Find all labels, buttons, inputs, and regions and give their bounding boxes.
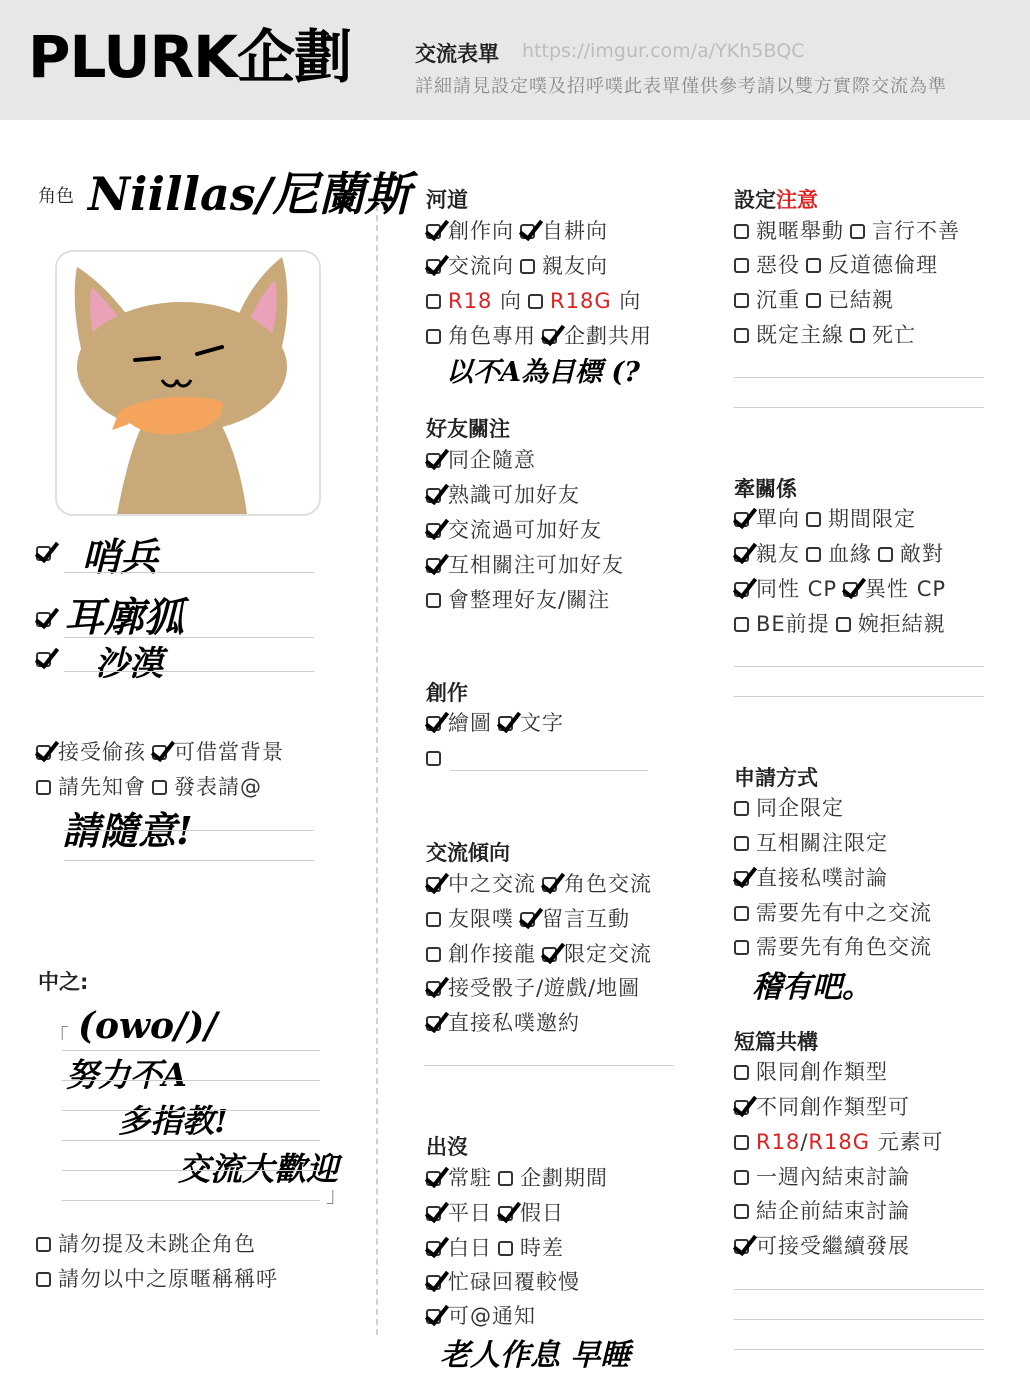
- checkbox-icon[interactable]: [528, 294, 543, 309]
- checkbox-icon[interactable]: [520, 259, 535, 274]
- character-label: 角色: [38, 186, 74, 207]
- checkbox-icon[interactable]: [426, 294, 441, 309]
- checkbox-icon[interactable]: [734, 582, 749, 597]
- player-hw-3: 多指教!: [118, 1102, 229, 1140]
- presence-row-3: 白日 時差: [426, 1233, 564, 1263]
- rule-line: [734, 407, 984, 408]
- checkbox-icon[interactable]: [734, 836, 749, 851]
- checkbox-icon[interactable]: [836, 617, 851, 632]
- checkbox-icon[interactable]: [806, 293, 821, 308]
- short-item-4: 一週內結束討論: [734, 1162, 910, 1192]
- player-hw-2: 努力不A: [66, 1056, 187, 1094]
- accept-theft-row: 接受偷孩 可借當背景: [36, 737, 284, 767]
- checkbox-icon[interactable]: [498, 1206, 513, 1221]
- checkbox-icon[interactable]: [426, 259, 441, 274]
- rule-line: [734, 666, 984, 667]
- rule-line: [734, 1349, 984, 1350]
- cautions-row-2: 惡役 反道德倫理: [734, 250, 938, 280]
- checkbox-icon[interactable]: [520, 224, 535, 239]
- rule-line: [734, 377, 984, 378]
- friends-label: 好友關注: [426, 417, 510, 441]
- checkbox-icon[interactable]: [426, 1016, 441, 1031]
- apply-label: 申請方式: [734, 766, 818, 790]
- short-item-2: 不同創作類型可: [734, 1092, 910, 1122]
- checkbox-icon[interactable]: [426, 877, 441, 892]
- creation-row: 繪圖 文字: [426, 708, 564, 738]
- friends-item-2: 熟識可加好友: [426, 480, 580, 510]
- checkbox-icon[interactable]: [850, 224, 865, 239]
- tendency-row-3: 創作接龍 限定交流: [426, 939, 652, 969]
- rule-line: [734, 1289, 984, 1290]
- tag-sentinel[interactable]: [36, 538, 58, 568]
- checkbox-icon[interactable]: [806, 258, 821, 273]
- checkbox-icon[interactable]: [520, 912, 535, 927]
- rule-line: [64, 830, 314, 831]
- rule-line: [734, 1319, 984, 1320]
- checkbox-icon[interactable]: [734, 617, 749, 632]
- checkbox-icon[interactable]: [734, 906, 749, 921]
- checkbox-icon[interactable]: [498, 1171, 513, 1186]
- short-label: 短篇共構: [734, 1030, 818, 1054]
- fennec-fox-avatar: [55, 250, 321, 516]
- checkbox-icon[interactable]: [426, 488, 441, 503]
- relations-row-1: 單向 期間限定: [734, 504, 916, 534]
- checkbox-icon[interactable]: [734, 328, 749, 343]
- rule-line: [424, 1065, 674, 1066]
- quote-close: 」: [326, 1183, 348, 1207]
- checkbox-icon[interactable]: [542, 877, 557, 892]
- checkbox-icon[interactable]: [36, 652, 51, 667]
- presence-row-2: 平日 假日: [426, 1198, 564, 1228]
- rule-line: [62, 1110, 320, 1111]
- tag-fennec[interactable]: [36, 604, 58, 634]
- apply-item-1: 同企限定: [734, 793, 844, 823]
- apply-note: 稽有吧。: [752, 970, 872, 1005]
- short-item-1: 限同創作類型: [734, 1057, 888, 1087]
- rule-line: [64, 671, 314, 672]
- direction-row-2: 交流向 親友向: [426, 251, 608, 281]
- player-hw-1: (owo/)/: [78, 1005, 218, 1047]
- checkbox-icon[interactable]: [152, 745, 167, 760]
- checkbox-icon[interactable]: [734, 512, 749, 527]
- column-divider: [376, 175, 378, 1335]
- creation-label: 創作: [426, 681, 468, 705]
- fennec-fox-drawing: [57, 252, 319, 514]
- friends-item-3: 交流過可加好友: [426, 515, 602, 545]
- checkbox-icon[interactable]: [806, 547, 821, 562]
- presence-note: 老人作息 早睡: [440, 1338, 631, 1373]
- relations-row-2: 親友 血緣 敵對: [734, 539, 944, 569]
- checkbox-icon[interactable]: [734, 940, 749, 955]
- checkbox-icon[interactable]: [426, 1206, 441, 1221]
- presence-item-busy: 忙碌回覆較慢: [426, 1267, 580, 1297]
- player-hw-4: 交流大歡迎: [178, 1150, 339, 1188]
- checkbox-icon[interactable]: [426, 1171, 441, 1186]
- rule-line: [64, 860, 314, 861]
- checkbox-icon[interactable]: [806, 512, 821, 527]
- checkbox-icon[interactable]: [36, 1237, 51, 1252]
- direction-note: 以不A為目標 (?: [446, 357, 640, 388]
- checkbox-icon[interactable]: [878, 547, 893, 562]
- notify-row: 請先知會 發表請@: [36, 772, 262, 802]
- checkbox-icon[interactable]: [36, 546, 51, 561]
- character-name: Niillas/尼蘭斯: [88, 167, 411, 221]
- checkbox-icon[interactable]: [734, 801, 749, 816]
- checkbox-icon[interactable]: [734, 1170, 749, 1185]
- friends-item-5: 會整理好友/關注: [426, 585, 610, 615]
- checkbox-icon[interactable]: [426, 558, 441, 573]
- rule-line: [62, 1170, 320, 1171]
- short-item-6: 可接受繼續發展: [734, 1231, 910, 1261]
- player-label: 中之:: [38, 970, 89, 994]
- checkbox-icon[interactable]: [426, 912, 441, 927]
- checkbox-icon[interactable]: [36, 780, 51, 795]
- checkbox-icon[interactable]: [36, 1272, 51, 1287]
- form-note: 詳細請見設定噗及招呼噗此表單僅供參考請以雙方實際交流為準: [415, 76, 947, 97]
- presence-row-1: 常駐 企劃期間: [426, 1163, 608, 1193]
- checkbox-icon[interactable]: [734, 1135, 749, 1150]
- quote-open: 「: [48, 1025, 70, 1049]
- checkbox-icon[interactable]: [426, 224, 441, 239]
- checkbox-icon[interactable]: [426, 453, 441, 468]
- apply-item-3: 直接私噗討論: [734, 863, 888, 893]
- checkbox-icon[interactable]: [426, 329, 441, 344]
- rule-line: [62, 1200, 320, 1201]
- rule-line: [734, 696, 984, 697]
- checkbox-icon[interactable]: [498, 716, 513, 731]
- rule-no-mention: 請勿提及未跳企角色: [36, 1229, 256, 1259]
- tendency-item-dice: 接受骰子/遊戲/地圖: [426, 973, 640, 1003]
- direction-row-3: R18 向 R18G 向: [426, 286, 641, 316]
- checkbox-icon[interactable]: [843, 582, 858, 597]
- relations-row-3: 同性 CP 異性 CP: [734, 574, 946, 604]
- checkbox-icon[interactable]: [734, 293, 749, 308]
- checkbox-icon[interactable]: [426, 1309, 441, 1324]
- plurk-logo: PLURK企劃: [28, 23, 352, 91]
- creation-other: [426, 743, 448, 773]
- checkbox-icon[interactable]: [36, 745, 51, 760]
- apply-item-5: 需要先有角色交流: [734, 932, 932, 962]
- checkbox-icon[interactable]: [734, 1204, 749, 1219]
- checkbox-icon[interactable]: [426, 981, 441, 996]
- direction-label: 河道: [426, 188, 468, 212]
- rule-line: [62, 1080, 320, 1081]
- checkbox-icon[interactable]: [734, 258, 749, 273]
- creation-other-line: [450, 770, 648, 771]
- short-item-3: R18/R18G 元素可: [734, 1127, 944, 1157]
- checkbox-icon[interactable]: [426, 716, 441, 731]
- relations-row-4: BE前提 婉拒結親: [734, 609, 946, 639]
- checkbox-icon[interactable]: [542, 947, 557, 962]
- tendency-item-invite: 直接私噗邀約: [426, 1008, 580, 1038]
- form-title: 交流表單: [415, 42, 499, 66]
- checkbox-icon[interactable]: [426, 947, 441, 962]
- checkbox-icon[interactable]: [426, 1241, 441, 1256]
- header-bar: [0, 0, 1030, 120]
- rule-line: [64, 572, 314, 573]
- checkbox-icon[interactable]: [734, 871, 749, 886]
- friends-item-4: 互相關注可加好友: [426, 550, 624, 580]
- checkbox-icon[interactable]: [734, 547, 749, 562]
- tag-fennec-text: 耳廓狐: [64, 594, 184, 641]
- checkbox-icon[interactable]: [850, 328, 865, 343]
- cautions-label: 設定注意: [734, 188, 818, 212]
- direction-row-1: 創作向 自耕向: [426, 216, 608, 246]
- theft-note: 請隨意!: [62, 808, 193, 853]
- apply-item-2: 互相關注限定: [734, 828, 888, 858]
- checkbox-icon[interactable]: [426, 523, 441, 538]
- checkbox-icon[interactable]: [542, 329, 557, 344]
- tag-desert-text: 沙漠: [95, 644, 163, 684]
- checkbox-icon[interactable]: [734, 1239, 749, 1254]
- tendency-row-1: 中之交流 角色交流: [426, 869, 652, 899]
- tag-sentinel-text: 哨兵: [82, 534, 159, 579]
- rule-line: [62, 1140, 320, 1141]
- checkbox-icon[interactable]: [734, 1065, 749, 1080]
- cautions-row-4: 既定主線 死亡: [734, 320, 916, 350]
- friends-item-1: 同企隨意: [426, 445, 536, 475]
- checkbox-icon[interactable]: [498, 1241, 513, 1256]
- form-url[interactable]: https://imgur.com/a/YKh5BQC: [522, 40, 805, 62]
- checkbox-icon[interactable]: [734, 224, 749, 239]
- checkbox-icon[interactable]: [426, 1275, 441, 1290]
- direction-row-4: 角色專用 企劃共用: [426, 321, 652, 351]
- rule-line: [62, 1050, 320, 1051]
- tendency-label: 交流傾向: [426, 841, 510, 865]
- rule-no-nickname: 請勿以中之原暱稱稱呼: [36, 1264, 278, 1294]
- checkbox-icon[interactable]: [426, 751, 441, 766]
- presence-item-notify: 可@通知: [426, 1301, 536, 1331]
- checkbox-icon[interactable]: [36, 612, 51, 627]
- cautions-row-1: 親暱舉動 言行不善: [734, 216, 960, 246]
- tendency-row-2: 友限噗 留言互動: [426, 904, 630, 934]
- presence-label: 出沒: [426, 1135, 468, 1159]
- apply-item-4: 需要先有中之交流: [734, 898, 932, 928]
- checkbox-icon[interactable]: [426, 593, 441, 608]
- cautions-row-3: 沉重 已結親: [734, 285, 894, 315]
- checkbox-icon[interactable]: [152, 780, 167, 795]
- relations-label: 牽關係: [734, 477, 797, 501]
- checkbox-icon[interactable]: [734, 1100, 749, 1115]
- short-item-5: 結企前結束討論: [734, 1196, 910, 1226]
- tag-desert[interactable]: [36, 644, 58, 674]
